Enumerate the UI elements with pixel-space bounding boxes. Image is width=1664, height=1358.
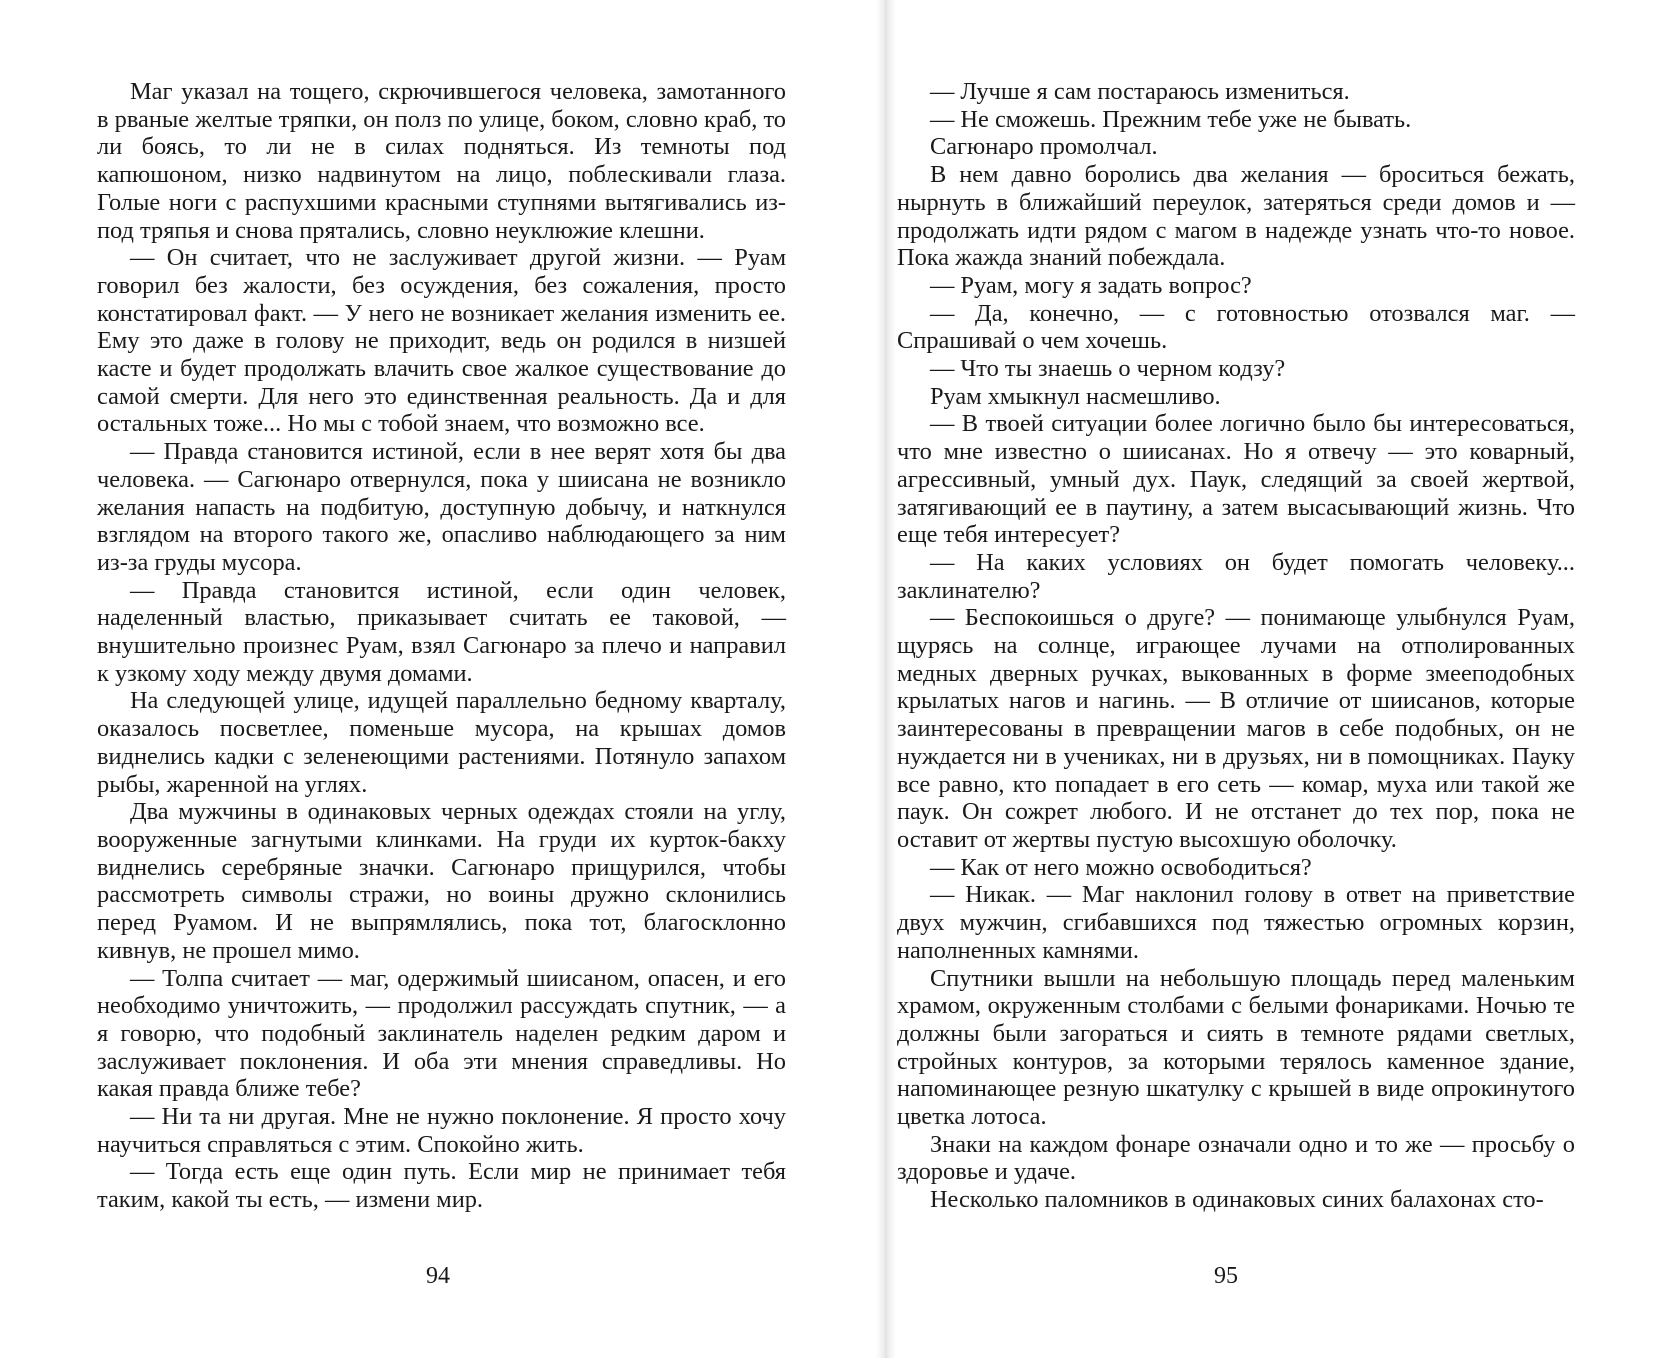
paragraph: — Как от него можно освободиться? <box>929 853 1312 881</box>
paragraph: — В твоей ситуации более логично было бы интересоваться, что мне известно о шиисанах. Но я отвечу — это коварный, агрессивный, умный дух. Паук, следящий за своей жертвой, затягивающий ее в паутину, а затем высасывающий жизнь. Что еще тебя интересует? <box>897 410 1575 549</box>
right-page <box>897 78 1575 1214</box>
paragraph: На следующей улице, идущей параллельно бедному кварталу, оказалось посветлее, поменьше мусора, на крышах домов виднелись кадки с зеленеющими растениями. Потянуло запахом рыбы, жаренной на углях. <box>97 687 786 798</box>
paragraph: Спутники вышли на небольшую площадь перед маленьким храмом, окруженным столбами с белыми фонариками. Ночью те должны были загораться и сиять в темноте рядами светлых, стройных контуров, за которыми терялось каменное здание, напоминающее резную шкатулку с крышей в виде опрокинутого цветка лотоса. <box>897 964 1575 1131</box>
paragraph: Руам хмыкнул насмешливо. <box>929 382 1221 410</box>
paragraph: — Никак. — Маг наклонил голову в ответ на приветствие двух мужчин, сгибавшихся под тяжестью огромных корзин, наполненных камнями. <box>897 881 1575 964</box>
paragraph: — Ни та ни другая. Мне не нужно поклонение. Я просто хочу научиться справляться с этим. Спокойно жить. <box>97 1103 786 1158</box>
paragraph: Маг указал на тощего, скрючившегося человека, замотанного в рваные желтые тряпки, он полз по улице, боком, словно краб, то ли боясь, то ли не в силах подняться. Из темноты под капюшоном, низко надвинутом на лицо, поблескивали глаза. Голые ноги с распухшими красными ступнями вытягивались из-под тряпья и снова прятались, словно неуклюжие клешни. <box>97 78 786 244</box>
paragraph: Сагюнаро промолчал. <box>929 133 1158 161</box>
paragraph: — Он считает, что не заслуживает другой жизни. — Руам говорил без жалости, без осуждения, без сожаления, просто констатировал факт. — У него не возникает желания изменить ее. Ему это даже в голову не приходит, ведь он родился в низшей касте и будет продолжать влачить свое жалкое существование до самой смерти. Для него это единственная реальность. Да и для остальных тоже... Но мы с тобой знаем, что возможно все. <box>97 244 786 438</box>
book-gutter <box>876 0 896 1358</box>
paragraph: — На каких условиях он будет помогать человеку... заклинателю? <box>897 548 1575 604</box>
paragraph: — Толпа считает — маг, одержимый шиисаном, опасен, и его необходимо уничтожить, — продолжил рассуждать спутник, — а я говорю, что подобный заклинатель наделен редким даром и заслуживает поклонения. И оба эти мнения справедливы. Но какая правда ближе тебе? <box>97 964 786 1103</box>
paragraph: В нем давно боролись два желания — броситься бежать, нырнуть в ближайший переулок, затеряться среди домов и — продолжать идти рядом с магом в надежде узнать что-то новое. Пока жажда знаний побеждала. <box>897 161 1575 272</box>
left-page <box>97 78 786 1214</box>
paragraph: — Правда становится истиной, если один человек, наделенный властью, приказывает считать ее таковой, — внушительно произнес Руам, взял Сагюнаро за плечо и направил к узкому ходу между двумя домами. <box>97 576 786 687</box>
paragraph: — Тогда есть еще один путь. Если мир не принимает тебя таким, какой ты есть, — измени мир. <box>97 1158 786 1214</box>
paragraph: Несколько паломников в одинаковых синих балахонах сто- <box>929 1186 1544 1214</box>
paragraph: — Руам, могу я задать вопрос? <box>929 271 1252 299</box>
paragraph: — Да, конечно, — с готовностью отозвался маг. — Спрашивай о чем хочешь. <box>897 299 1575 355</box>
paragraph: Знаки на каждом фонаре означали одно и то же — просьбу о здоровье и удаче. <box>897 1130 1575 1186</box>
paragraph: — Беспокоишься о друге? — понимающе улыбнулся Руам, щурясь на солнце, играющее лучами на отполированных медных дверных ручках, выкованных в форме змееподобных крылатых нагов и нагинь. — В отличие от шиисанов, которые заинтересованы в превращении магов в себе подобных, он не нуждается ни в учениках, ни в друзьях, ни в помощниках. Пауку все равно, кто попадает в его сеть — комар, муха или такой же паук. Он сожрет любого. И не отстанет до тех пор, пока не оставит от жертвы пустую высохшую оболочку. <box>897 604 1575 853</box>
paragraph: — Лучше я сам постараюсь измениться. <box>929 78 1350 105</box>
page-number-left: 94 <box>426 1263 450 1289</box>
paragraph: Два мужчины в одинаковых черных одеждах стояли на углу, вооруженные загнутыми клинками. На груди их курток-бакху виднелись серебряные значки. Сагюнаро прищурился, чтобы рассмотреть символы стражи, но воины дружно склонились перед Руамом. И не выпрямлялись, пока тот, благосклонно кивнув, не прошел мимо. <box>97 798 786 964</box>
page-number-right: 95 <box>1214 1263 1238 1289</box>
paragraph: — Правда становится истиной, если в нее верят хотя бы два человека. — Сагюнаро отвернулся, пока у шиисана не возникло желания напасть на подбитую, доступную добычу, и наткнулся взглядом на второго такого же, опасливо наблюдающего за ним из-за груды мусора. <box>97 438 786 576</box>
paragraph: — Не сможешь. Прежним тебе уже не бывать. <box>929 105 1412 133</box>
paragraph: — Что ты знаешь о черном кодзу? <box>929 355 1286 383</box>
